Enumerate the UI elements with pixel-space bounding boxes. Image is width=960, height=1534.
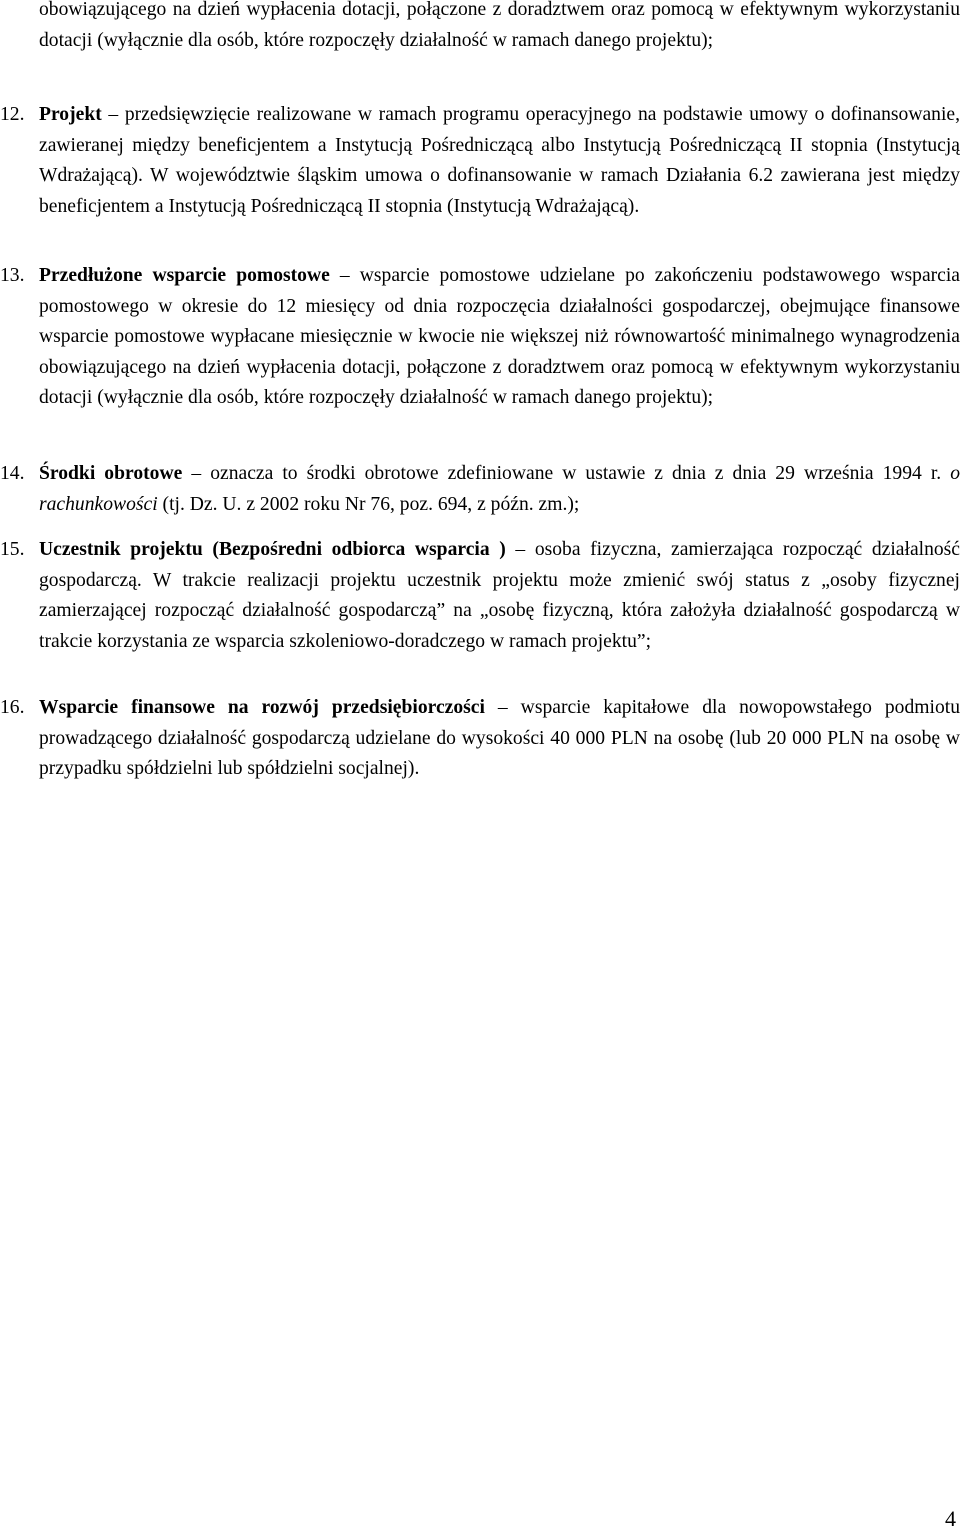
definition-item-14 bbox=[0, 459, 960, 520]
definition-number: 12. bbox=[0, 104, 25, 125]
definition-dash: – bbox=[182, 463, 211, 484]
definition-number: 15. bbox=[0, 539, 25, 560]
definition-dash: – bbox=[329, 265, 360, 286]
definition-term: Uczestnik projektu (Bezpośredni odbiorca wsparcia ) bbox=[39, 539, 506, 560]
definition-item-16 bbox=[0, 693, 960, 785]
definition-term: Projekt bbox=[39, 104, 102, 125]
definition-item-15 bbox=[0, 535, 960, 657]
definition-body: osoba fizyczna, zamierzająca rozpocząć działalność gospodarczą. W trakcie realizacji projektu uczestnik projektu może zmienić swój status z „osoby fizycznej zamierzającej rozpocząć działalność gospodarczą” na „osobę fizyczną, która założyła działalność gospodarczą w trakcie korzystania ze wsparcia szkoleniowo-doradczego w ramach projektu”; bbox=[39, 539, 960, 652]
definition-term: Środki obrotowe bbox=[39, 463, 183, 484]
definition-dash: – bbox=[484, 697, 521, 718]
definition-body: wsparcie kapitałowe dla nowopowstałego podmiotu prowadzącego działalność gospodarczą udzielane do wysokości 40 000 PLN na osobę (lub 20 000 PLN na osobę w przypadku spółdzielni lub spółdzielni socjalnej). bbox=[39, 697, 960, 779]
definition-dash: – bbox=[505, 539, 535, 560]
definition-item-13 bbox=[0, 261, 960, 414]
definition-term: Wsparcie finansowe na rozwój przedsiębiorczości bbox=[39, 697, 485, 718]
definition-term: Przedłużone wsparcie pomostowe bbox=[39, 265, 330, 286]
definition-number: 13. bbox=[0, 265, 25, 286]
definition-number: 16. bbox=[0, 697, 25, 718]
definition-body: przedsięwzięcie realizowane w ramach programu operacyjnego na podstawie umowy o dofinansowanie, zawieranej między beneficjentem a Instytucją Pośredniczącą albo Instytucją Pośredniczącą II stopnia (Instytucją Wdrażającą). W województwie śląskim umowa o dofinansowanie w ramach Działania 6.2 zawierana jest między beneficjentem a Instytucją Pośredniczącą II stopnia (Instytucją Wdrażającą). bbox=[39, 104, 960, 217]
continuation-text: obowiązującego na dzień wypłacenia dotacji, połączone z doradztwem oraz pomocą w efektywnym wykorzystaniu dotacji (wyłącznie dla osób, które rozpoczęły działalność w ramach danego projektu); bbox=[39, 0, 960, 51]
page-number: 4 bbox=[945, 1506, 956, 1531]
definition-body: wsparcie pomostowe udzielane po zakończeniu podstawowego wsparcia pomostowego w okresie do 12 miesięcy od dnia rozpoczęcia działalności gospodarczej, obejmujące finansowe wsparcie pomostowe wypłacane miesięcznie w kwocie nie większej niż równowartość minimalnego wynagrodzenia obowiązującego na dzień wypłacenia dotacji, połączone z doradztwem oraz pomocą w efektywnym wykorzystaniu dotacji (wyłącznie dla osób, które rozpoczęły działalność w ramach danego projektu); bbox=[39, 265, 960, 408]
definition-body: oznacza to środki obrotowe zdefiniowane w ustawie z dnia z dnia 29 września 1994 r. bbox=[210, 463, 951, 484]
law-title: o rachunkowości bbox=[39, 463, 960, 515]
definition-dash: – bbox=[101, 104, 125, 125]
definition-item-12 bbox=[0, 100, 960, 222]
continuation-paragraph bbox=[0, 0, 960, 56]
definition-number: 14. bbox=[0, 463, 25, 484]
definition-body-tail: (tj. Dz. U. z 2002 roku Nr 76, poz. 694, z późn. zm.); bbox=[157, 493, 580, 515]
